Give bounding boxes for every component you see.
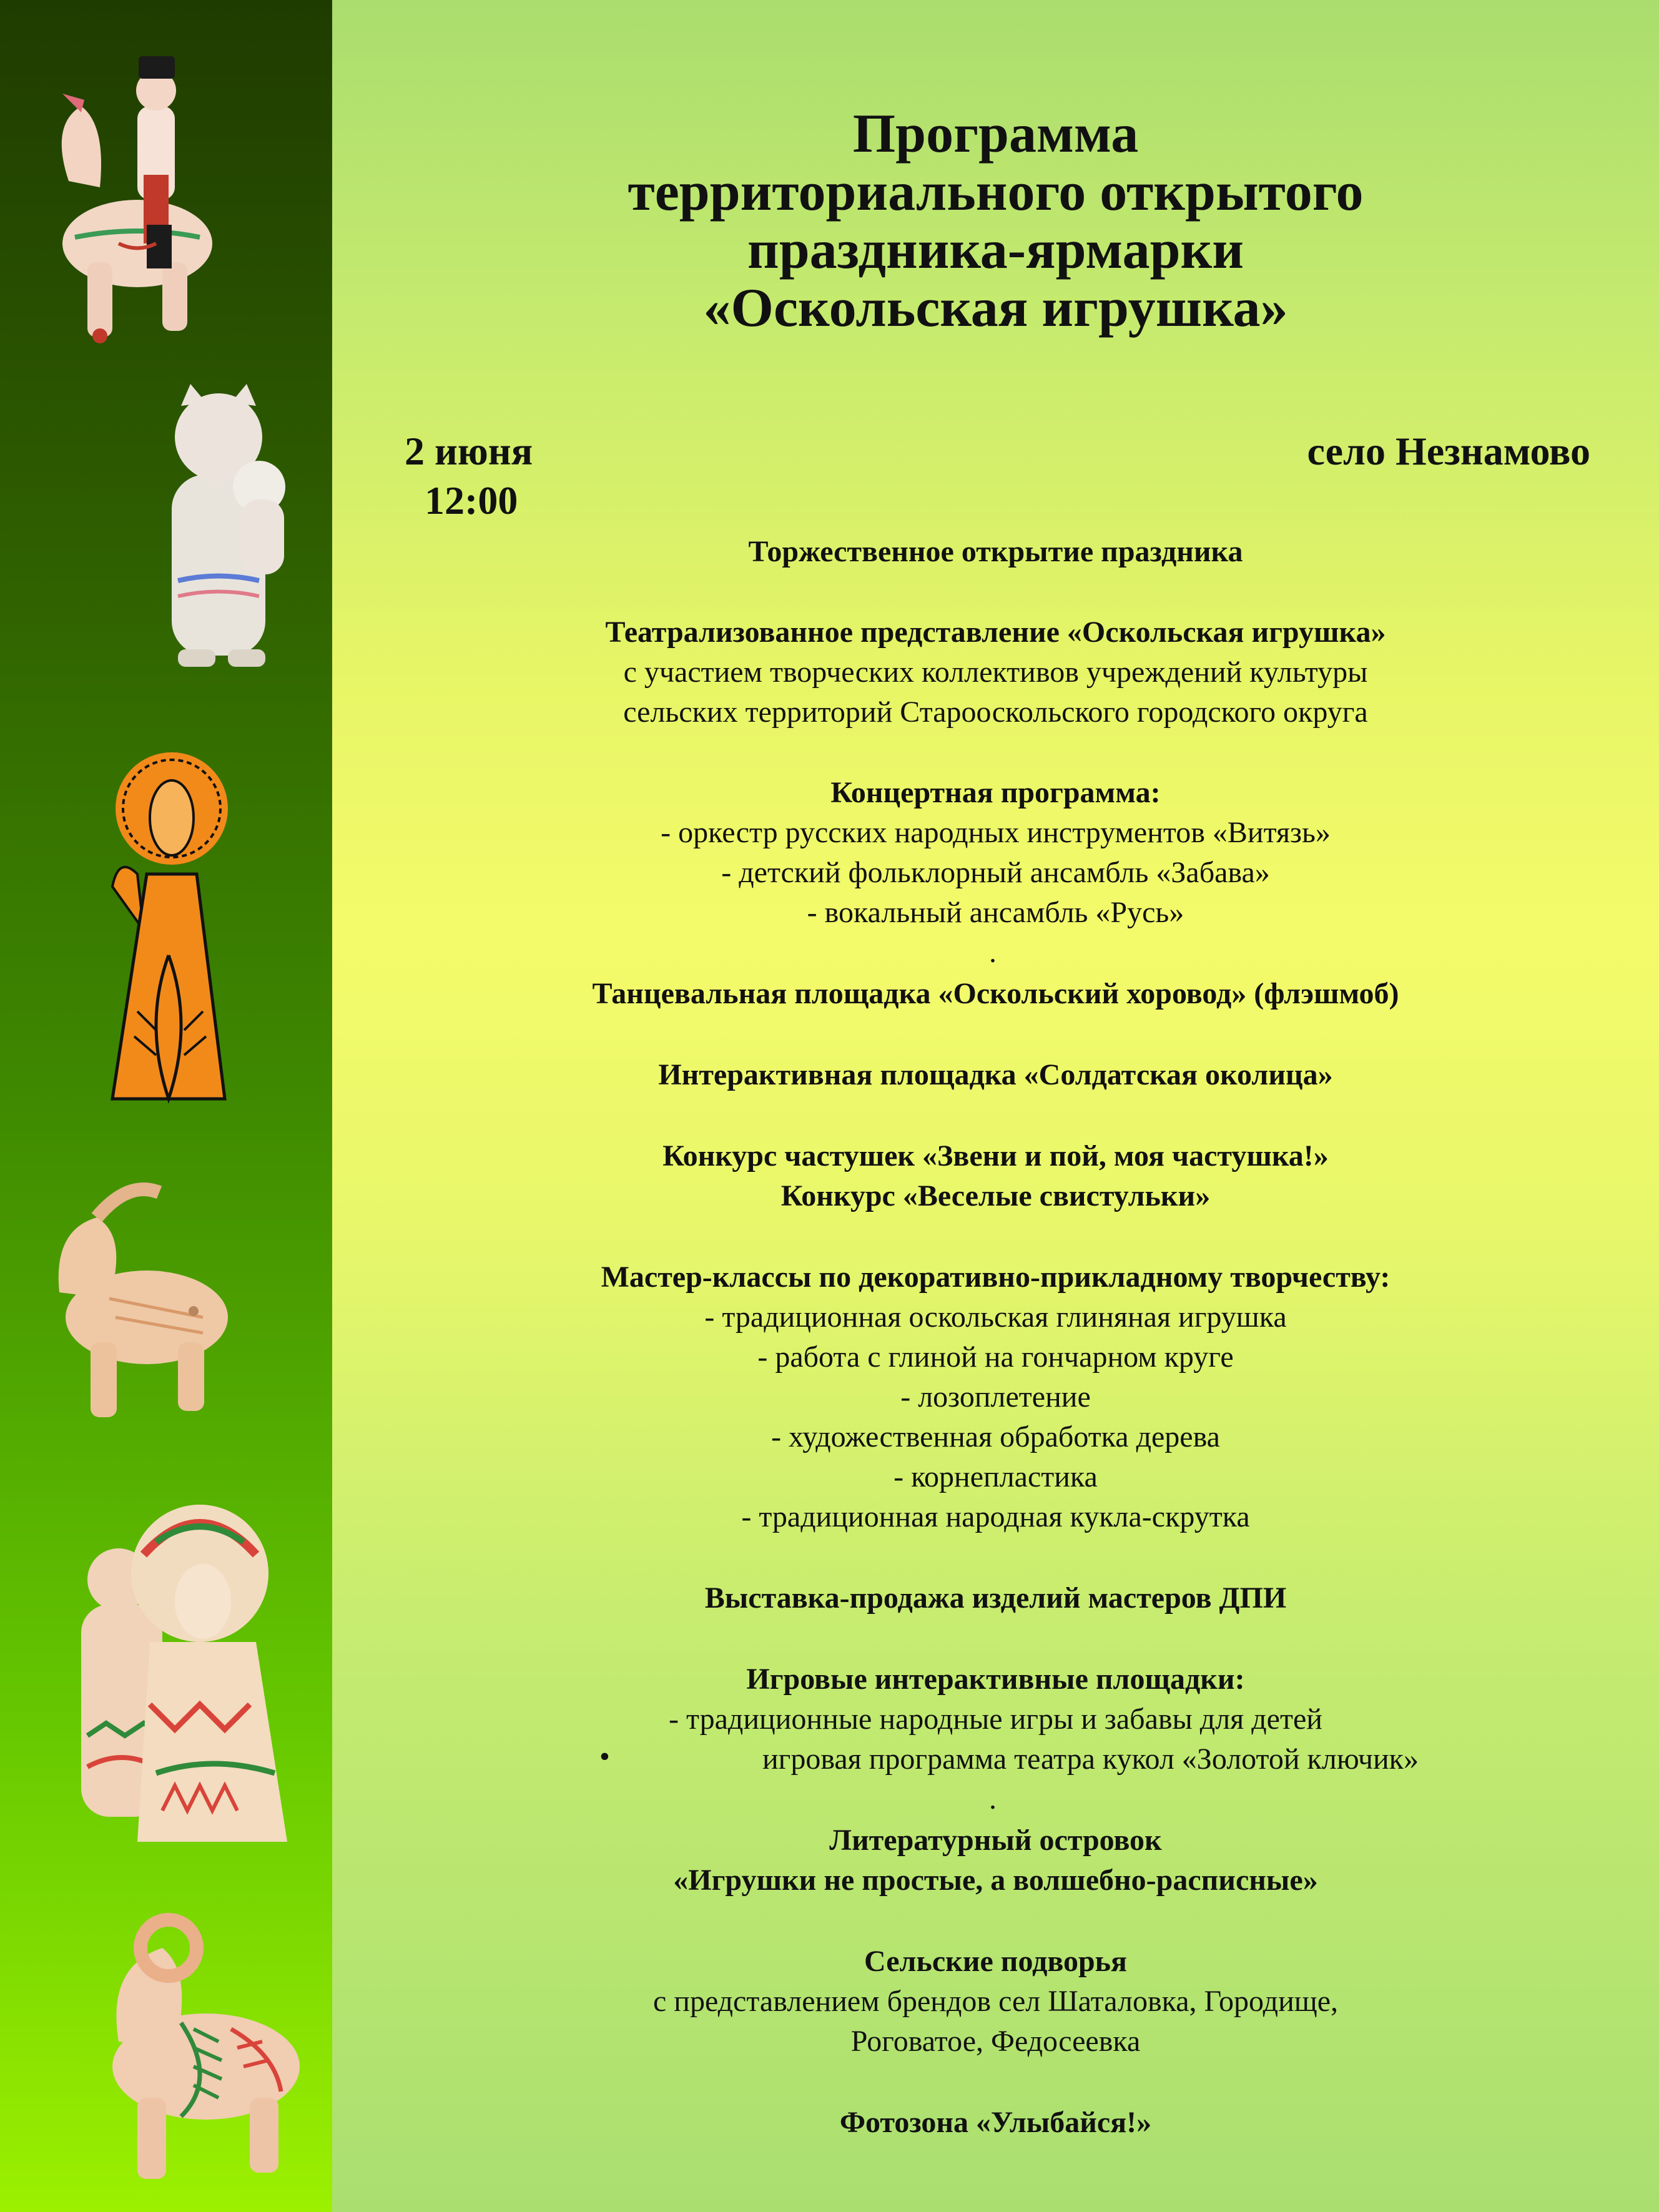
games-item: - традиционные народные игры и забавы для детей — [669, 1703, 1322, 1736]
master-class-item: - работа с глиной на гончарном круге — [757, 1340, 1234, 1374]
theatre-heading: Театрализованное представление «Оскольская игрушка» — [605, 616, 1386, 649]
dance-area: Танцевальная площадка «Оскольский хоровод» (флэшмоб) — [592, 977, 1399, 1010]
orange-lady-toy-image — [100, 749, 244, 1111]
goat-whistle-toy-image — [34, 1167, 240, 1430]
concert-item: - вокальный ансамбль «Русь» — [807, 896, 1184, 929]
master-class-item: - традиционная оскольская глиняная игрушка — [704, 1300, 1287, 1334]
concert-heading: Концертная программа: — [830, 776, 1161, 809]
title-line: Программа — [852, 104, 1139, 164]
bullet-dot: • — [599, 1740, 610, 1773]
interactive-area: Интерактивная площадка «Солдатская околица» — [658, 1058, 1333, 1091]
horse-rider-toy-image — [44, 37, 231, 343]
title-line: «Оскольская игрушка» — [703, 278, 1288, 338]
event-date: 2 июня — [405, 429, 533, 473]
event-place: село Незнамово — [1307, 429, 1590, 473]
farms-line: Роговатое, Федосеевка — [850, 2025, 1141, 2058]
farms-line: с представлением брендов сел Шаталовка, Городище, — [652, 1985, 1339, 2018]
contest: Конкурс частушек «Звени и пой, моя частушка!» — [662, 1139, 1329, 1172]
games-item: игровая программа театра кукол «Золотой ключик» — [762, 1743, 1419, 1776]
concert-item: - оркестр русских народных инструментов «Витязь» — [661, 816, 1331, 849]
program-opening: Торжественное открытие праздника — [748, 535, 1243, 568]
ram-whistle-toy-image — [87, 1904, 312, 2191]
theatre-line: сельских территорий Старооскольского городского округа — [623, 696, 1368, 729]
master-class-item: - лозоплетение — [900, 1380, 1091, 1413]
theatre-line: с участием творческих коллективов учреждений культуры — [623, 656, 1368, 689]
literary-title: «Игрушки не простые, а волшебно-расписные» — [673, 1864, 1318, 1897]
farms-heading: Сельские подворья — [864, 1945, 1127, 1978]
page-title — [332, 105, 1659, 337]
bullet-dot: . — [989, 936, 997, 969]
master-class-item: - корнепластика — [893, 1460, 1098, 1493]
literary-heading: Литературный островок — [829, 1824, 1162, 1857]
event-time: 12:00 — [425, 478, 518, 523]
master-class-item: - традиционная народная кукла-скрутка — [741, 1500, 1250, 1533]
exhibition: Выставка-продажа изделий мастеров ДПИ — [704, 1581, 1287, 1615]
title-line: территориального открытого — [628, 162, 1364, 222]
bear-toy-image — [153, 381, 303, 674]
master-classes-heading: Мастер-классы по декоративно-прикладному творчеству: — [601, 1261, 1391, 1294]
games-heading: Игровые интерактивные площадки: — [746, 1663, 1245, 1696]
ladies-with-child-toy-image — [50, 1498, 300, 1848]
contest: Конкурс «Веселые свистульки» — [780, 1179, 1211, 1212]
title-line: праздника-ярмарки — [747, 220, 1244, 280]
master-class-item: - художественная обработка дерева — [771, 1420, 1220, 1453]
photo-zone: Фотозона «Улыбайся!» — [839, 2106, 1152, 2139]
concert-item: - детский фольклорный ансамбль «Забава» — [721, 856, 1270, 889]
bullet-dot: . — [989, 1782, 997, 1816]
